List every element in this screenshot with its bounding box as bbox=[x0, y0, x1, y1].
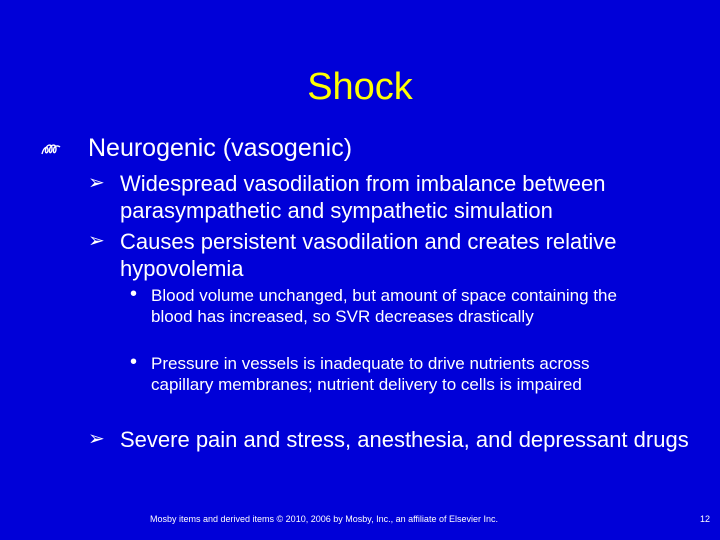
page-number: 12 bbox=[700, 514, 711, 524]
arrow-bullet-icon: ➢ bbox=[88, 428, 105, 450]
curl-bullet-icon bbox=[40, 138, 62, 160]
slide-title bbox=[0, 66, 720, 109]
main-bullet-text: Neurogenic (vasogenic) bbox=[88, 134, 353, 162]
dot-bullet-icon: • bbox=[130, 351, 138, 373]
copyright-footer: Mosby items and derived items © 2010, 2006 by Mosby, Inc., an affiliate of Elsevier Inc. bbox=[150, 514, 498, 524]
dot-bullet-icon: • bbox=[130, 283, 138, 305]
bullet-text: Widespread vasodilation from imbalance between parasympathetic and sympathetic simulation bbox=[120, 171, 606, 223]
bullet-text: Causes persistent vasodilation and creates relative hypovolemia bbox=[120, 229, 617, 281]
arrow-bullet-icon: ➢ bbox=[88, 172, 105, 194]
sub-bullet-text: Pressure in vessels is inadequate to drive nutrients across capillary membranes; nutrient delivery to cells is impaired bbox=[151, 354, 590, 394]
bullet-text: Severe pain and stress, anesthesia, and depressant drugs bbox=[120, 427, 689, 452]
arrow-bullet-icon: ➢ bbox=[88, 230, 105, 252]
slide-title-text: Shock bbox=[307, 66, 413, 108]
sub-bullet-text: Blood volume unchanged, but amount of space containing the blood has increased, so SVR decreases drastically bbox=[151, 286, 617, 326]
